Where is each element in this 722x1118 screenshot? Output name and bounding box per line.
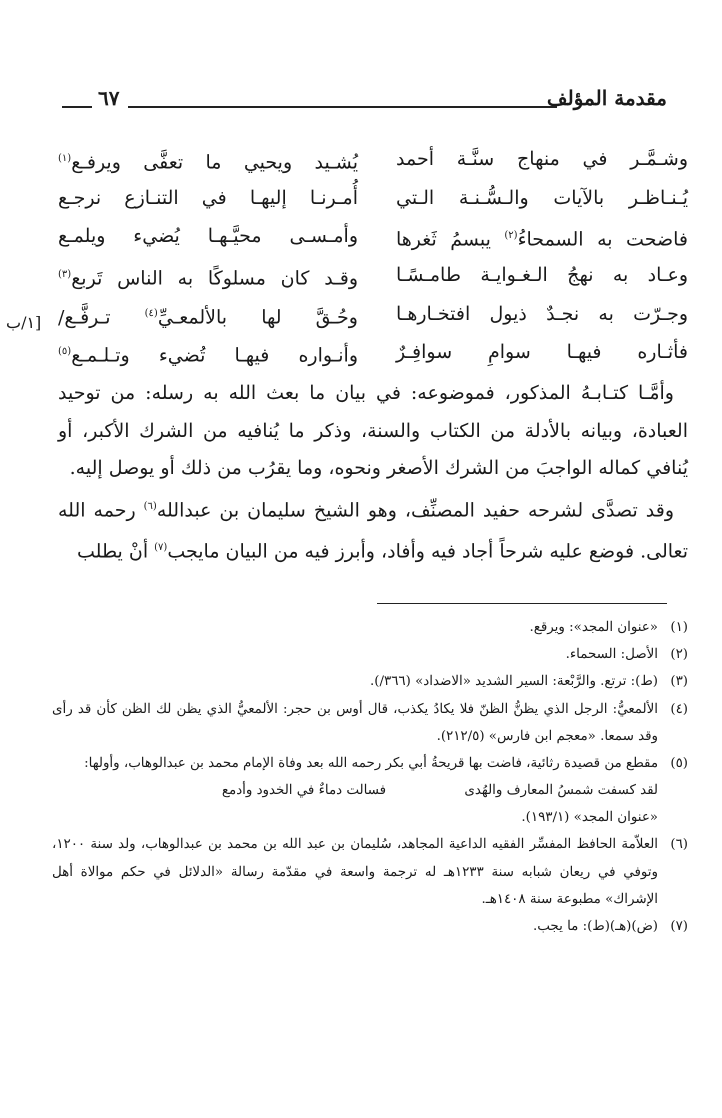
footnote-ref[interactable]: (٢) [504, 230, 518, 242]
paragraph-text: رحمه الله تعالى. فوضع عليه شرحاً أجاد فيه وأفاد، وأبرز فيه من البيان مايجب [58, 498, 688, 563]
header-rule-left [62, 106, 92, 108]
poem-verse [58, 256, 688, 295]
quoted-hemistich-second: فسالت دماءٌ في الخدود وأدمع [221, 783, 386, 799]
hemistich-second [58, 140, 358, 181]
footnote-separator [377, 603, 667, 604]
footnote-ref[interactable]: (٧) [154, 542, 168, 554]
header-rule [128, 106, 557, 108]
running-header [62, 86, 667, 120]
manuscript-folio-marker: [١/ب [6, 313, 42, 332]
poem-verse [58, 179, 688, 218]
hemistich-text: تـرفَّـع/ [58, 306, 145, 329]
footnote-text: الأصل: السحماء. [565, 647, 658, 663]
poem [58, 140, 688, 372]
quoted-verse [52, 777, 658, 804]
paragraph-text: وقد تصدَّى لشرحه حفيد المصنِّف، وهو الشيخ سليمان بن عبدالله [156, 498, 674, 521]
hemistich-second [58, 333, 358, 374]
footnote-text: (ط): ترتع. والرَّبْعة: السير الشديد «الاضداد» (٣٦٦/). [370, 674, 658, 690]
footnote-ref[interactable]: (١) [58, 153, 72, 164]
page-number: ٦٧ [98, 86, 120, 110]
footnote-number: (٢) [670, 647, 688, 663]
footnote-text: (ض)(هـ)(ط): ما يجب. [533, 919, 658, 935]
footnote-text: العلاّمة الحافظ المفسِّر الفقيه الداعية المجاهد، سُليمان بن عبد الله بن محمد بن عبدالوهاب، ولد سنة ١٢٠٠، وتوفي في ريعان شبابه سنة ١٢٣٣هـ له ترجمة واسعة في مقدّمة رسالة «الدلائل في حكم موالاة أهل الإشراك» مطبوعة سنة ١٤٠٨هـ. [52, 837, 658, 907]
hemistich-first: فأثـاره فيهـا سوامِ سوافِـرٌ [396, 341, 688, 364]
footnote [52, 831, 688, 913]
footnote-ref[interactable]: (٥) [58, 346, 72, 358]
body-text [58, 375, 688, 571]
paragraph [58, 488, 688, 572]
poem-verse [58, 140, 688, 179]
hemistich-first: وشـمَّـر في منهاج سنَّـة أحمد [396, 148, 688, 170]
hemistich-second [58, 256, 358, 297]
footnote-text: «عنوان المجد»: ويرقع. [529, 620, 658, 635]
footnotes [52, 614, 688, 940]
poem-verse [58, 295, 688, 334]
poem-verse [58, 333, 688, 372]
footnote-text: الألمعيُّ: الرجل الذي يظنُّ الظنّ فلا يكادُ يكذب، قال أوس بن حجر: الألمعيُّ الذي يظن لك الظن كأن قد رأى وقد سمعا. «معجم ابن فارس» (٢١٢/٥). [52, 701, 658, 744]
hemistich-text: فاضحت به السمحاءُ [517, 228, 688, 251]
hemistich-second [58, 295, 358, 336]
footnote-number: (٤) [670, 701, 688, 717]
paragraph: وأمَّـا كتـابـهُ المذكور، فموضوعه: في بيان ما بعث الله به رسله: من توحيد العبادة، وبيانه بالأدلة من الكتاب والسنة، وذكر ما يُنافيه من الشرك الأكبر، أو يُنافي كماله الواجبَ من الشرك الأصغر ونحوه، وما يقرُب من ذلك أو يوصل إليه. [58, 382, 688, 479]
footnote-number: (٦) [670, 837, 688, 853]
hemistich-first: وعـاد به نهجُ الـغـوايـة طامـسًـا [396, 264, 688, 287]
footnote-source: «عنوان المجد» (١٩٣/١). [521, 810, 658, 826]
paragraph-text: أنْ يطلب [77, 540, 155, 563]
footnote-text: مقطع من قصيدة رثائية، فاضت بها قريحةُ أبي بكر رحمه الله بعد وفاة الإمام محمد بن عبدالوهاب، وأولها: [84, 756, 658, 772]
hemistich-first: وجـرّت به نجـدٌ ذيول افتخـارهـا [396, 302, 688, 325]
footnote-ref[interactable]: (٣) [58, 269, 72, 281]
hemistich-text: يبسمُ ثَغرها [396, 228, 505, 251]
footnote-ref[interactable]: (٦) [143, 500, 157, 512]
hemistich-text: وأنـواره فيهـا تُضيء وتـلـمـع [71, 344, 358, 367]
hemistich-text: يُشـيد ويحيي ما تعفَّى ويرفـع [71, 151, 358, 174]
hemistich-first: يُـنـاظـر بالآيات والـسُّـنـة الـتي [396, 186, 688, 209]
footnote [52, 668, 688, 695]
footnote [52, 614, 688, 641]
footnote [52, 913, 688, 940]
footnote [52, 696, 688, 750]
hemistich-text: وقـد كان مسلوكًا به الناس تَربع [71, 267, 358, 290]
footnote-ref[interactable]: (٤) [144, 307, 158, 319]
quoted-hemistich-first: لقد كسفت شمسُ المعارف والهُدى [464, 783, 658, 799]
footnote [52, 750, 688, 831]
footnote-number: (١) [670, 620, 688, 635]
footnote [52, 641, 688, 668]
hemistich-text: وحُـقَّ لها بالألمعـيِّ [157, 306, 358, 329]
hemistich-second: أُمـرنـا إليهـا في التنـازع نرجـع [58, 186, 358, 209]
chapter-title: مقدمة المؤلف [546, 86, 667, 110]
footnote-number: (٧) [670, 919, 688, 935]
hemistich-first [396, 217, 688, 258]
hemistich-second: وأمـسـى محيَّـهـا يُضيء ويلمـع [58, 225, 358, 248]
footnote-number: (٥) [670, 756, 688, 772]
footnote-number: (٣) [670, 674, 688, 690]
poem-verse [58, 217, 688, 256]
